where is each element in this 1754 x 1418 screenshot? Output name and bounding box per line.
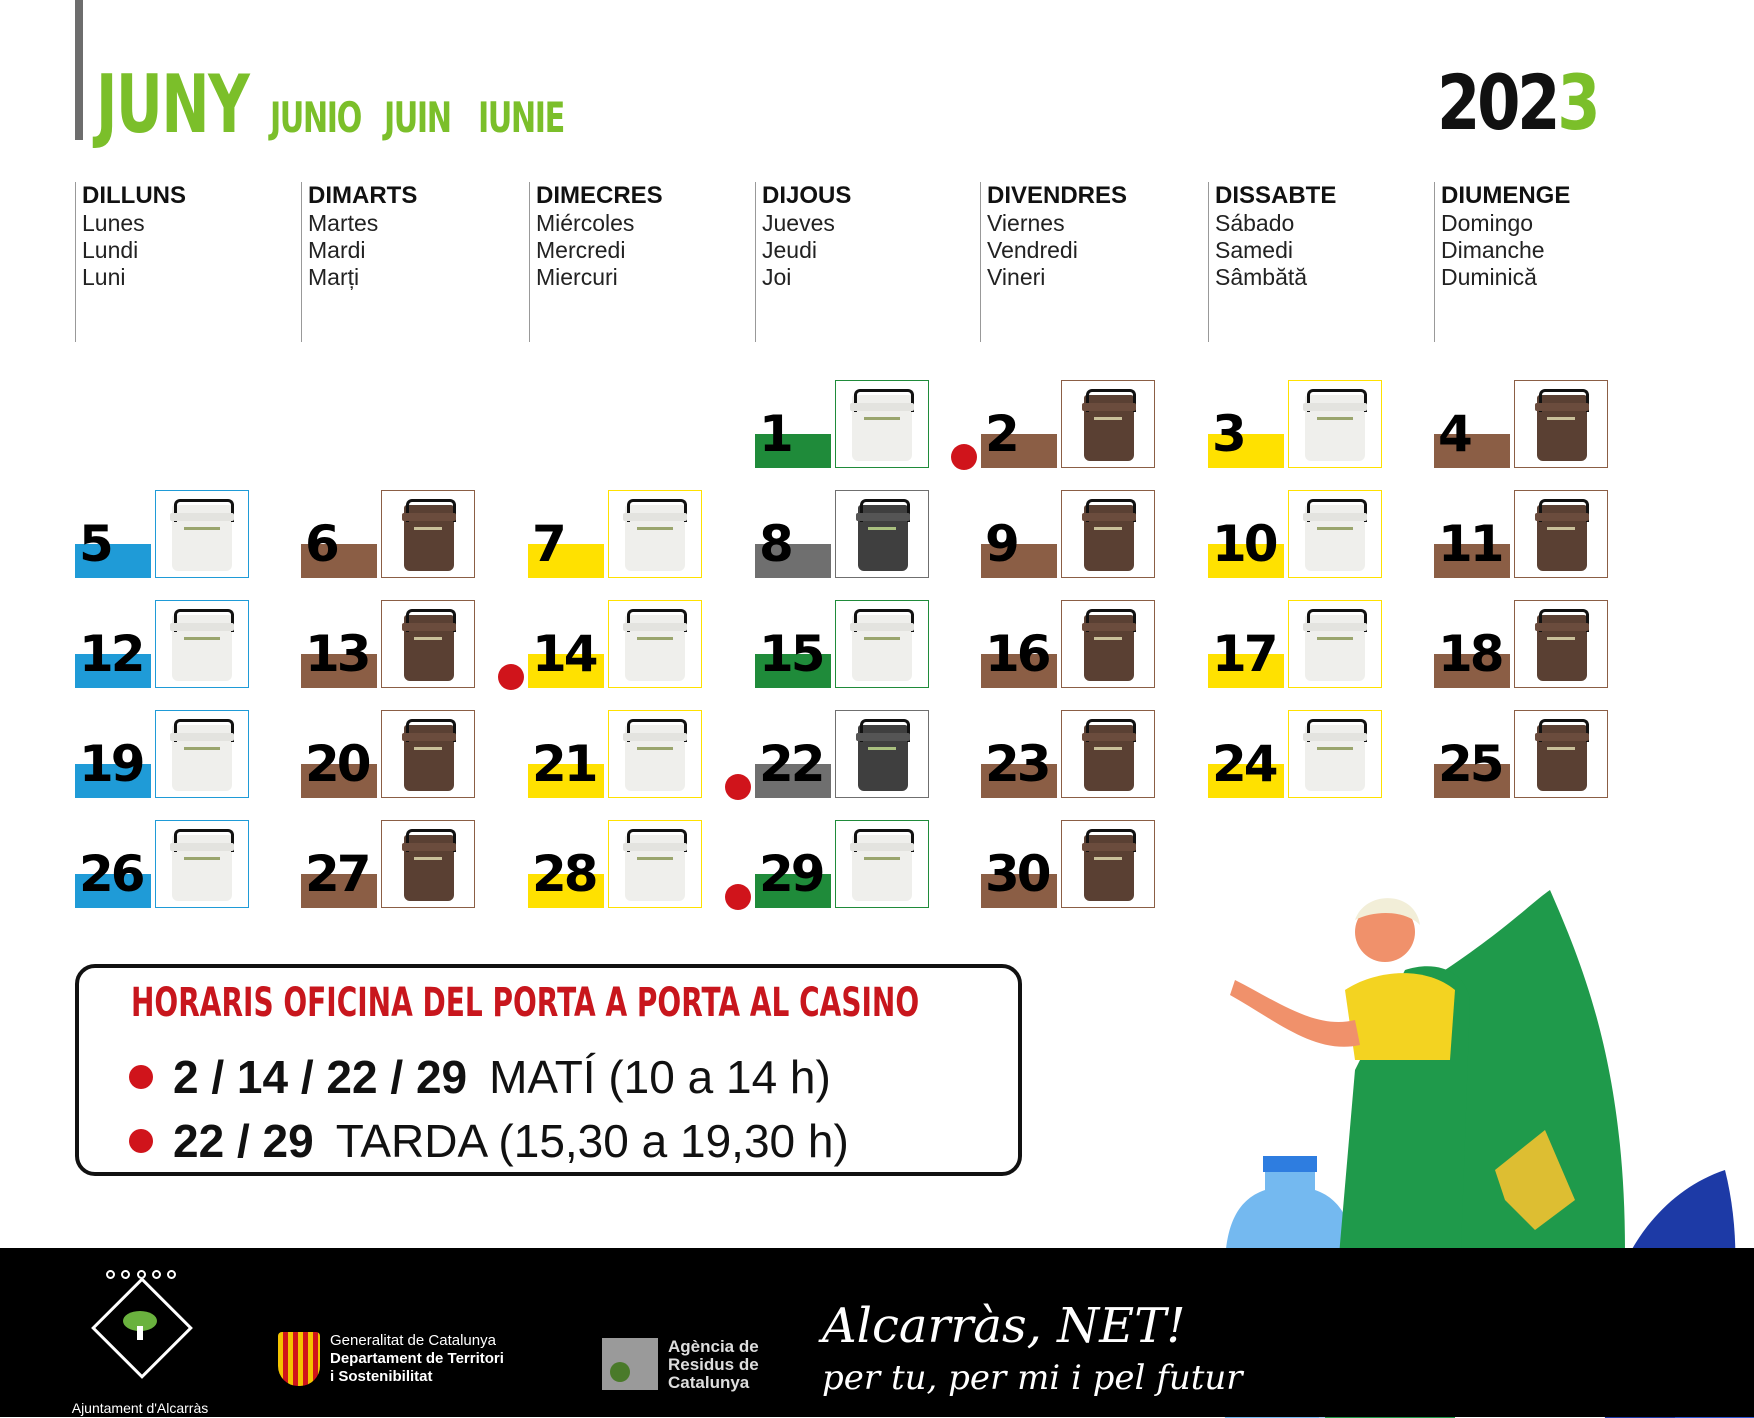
weekday-name-ro: Sâmbătă — [1215, 264, 1308, 290]
year-prefix: 202 — [1437, 58, 1558, 147]
slogan-sub: per tu, per mi i pel futur — [822, 1358, 1243, 1398]
weekday-name-ca: DIMECRES — [536, 182, 663, 209]
calendar-day — [755, 600, 920, 688]
weekday-name-es: Sábado — [1215, 210, 1295, 236]
slogan-main: Alcarràs, NET! — [822, 1298, 1186, 1354]
arc-line3: Catalunya — [668, 1373, 750, 1392]
day-number: 26 — [79, 845, 143, 903]
calendar-day — [528, 600, 693, 688]
day-number: 12 — [79, 625, 143, 683]
weekday-name-es: Lunes — [82, 210, 145, 236]
calendar-day — [301, 600, 466, 688]
calendar-day — [528, 710, 693, 798]
day-number: 8 — [759, 515, 791, 573]
generalitat-line3: i Sostenibilitat — [330, 1368, 433, 1385]
day-number: 1 — [759, 405, 791, 463]
calendar-day — [528, 490, 693, 578]
weekday-name-ro: Marți — [308, 264, 360, 290]
calendar-day — [75, 710, 240, 798]
arc-line2: Residus de — [668, 1355, 759, 1374]
weekday-name-ro: Joi — [762, 264, 792, 290]
day-number: 20 — [305, 735, 369, 793]
tree-icon — [122, 1310, 158, 1340]
day-number: 29 — [759, 845, 823, 903]
day-number: 24 — [1212, 735, 1276, 793]
ajuntament-name: Ajuntament d'Alcarràs — [71, 1400, 209, 1416]
weekday-name-fr: Mercredi — [536, 237, 626, 263]
agencia-residus-logo — [602, 1338, 759, 1392]
day-number: 15 — [759, 625, 823, 683]
afternoon-time: TARDA (15,30 a 19,30 h) — [335, 1115, 849, 1167]
day-number: 14 — [532, 625, 596, 683]
office-hours-title: HORARIS OFICINA DEL PORTA A PORTA AL CASINO — [131, 980, 920, 1026]
month-ro: IUNIE — [478, 93, 564, 142]
weekday-name-fr: Lundi — [82, 237, 139, 263]
weekday-name-ro: Duminică — [1441, 264, 1537, 290]
slogan — [822, 1298, 1243, 1398]
day-number: 22 — [759, 735, 823, 793]
calendar-day — [1434, 600, 1599, 688]
calendar-day — [755, 490, 920, 578]
weekday-header — [301, 182, 417, 342]
weekday-name-ca: DIVENDRES — [987, 182, 1128, 209]
weekday-header — [980, 182, 1127, 342]
worker-arm — [1230, 980, 1360, 1047]
day-number: 3 — [1212, 405, 1244, 463]
morning-time: MATÍ (10 a 14 h) — [489, 1051, 831, 1103]
office-hours-morning — [129, 1050, 831, 1104]
calendar-day — [1208, 600, 1373, 688]
calendar-day — [755, 710, 920, 798]
calendar-day — [755, 380, 920, 468]
arc-r-icon — [602, 1338, 658, 1390]
calendar-day — [75, 490, 240, 578]
calendar-day — [301, 820, 466, 908]
weekday-header — [755, 182, 851, 342]
day-number: 16 — [985, 625, 1049, 683]
day-number: 11 — [1438, 515, 1502, 573]
calendar-day — [1434, 710, 1599, 798]
month-title: JUNY — [96, 58, 249, 151]
calendar-day — [1208, 490, 1373, 578]
red-dot-marker — [129, 1129, 153, 1153]
day-number: 19 — [79, 735, 143, 793]
calendar-day — [1434, 490, 1599, 578]
weekday-name-fr: Mardi — [308, 237, 366, 263]
office-day-dot — [725, 774, 751, 800]
calendar-day — [301, 490, 466, 578]
weekday-name-ca: DIUMENGE — [1441, 182, 1571, 209]
day-number: 18 — [1438, 625, 1502, 683]
day-number: 6 — [305, 515, 337, 573]
weekday-header — [75, 182, 186, 342]
day-number: 21 — [532, 735, 596, 793]
bottle-cap — [1263, 1156, 1317, 1172]
day-number: 23 — [985, 735, 1049, 793]
generalitat-logo — [278, 1332, 504, 1386]
weekday-name-es: Miércoles — [536, 210, 635, 236]
weekday-name-ro: Miercuri — [536, 264, 618, 290]
generalitat-line2: Departament de Territori — [330, 1350, 504, 1367]
weekday-name-es: Martes — [308, 210, 379, 236]
calendar-day — [1208, 710, 1373, 798]
calendar-day — [981, 710, 1146, 798]
weekday-name-ca: DISSABTE — [1215, 182, 1337, 209]
day-number: 9 — [985, 515, 1017, 573]
office-hours-afternoon — [129, 1114, 849, 1168]
weekday-name-ca: DIJOUS — [762, 182, 852, 209]
month-es: JUNIO — [270, 93, 361, 142]
office-day-dot — [498, 664, 524, 690]
office-hours-box — [75, 964, 1022, 1176]
weekday-header — [1434, 182, 1570, 342]
weekday-name-ca: DILLUNS — [82, 182, 186, 209]
weekday-header — [1208, 182, 1336, 342]
office-day-dot — [725, 884, 751, 910]
day-number: 27 — [305, 845, 369, 903]
day-number: 28 — [532, 845, 596, 903]
ajuntament-logo — [70, 1270, 210, 1416]
day-number: 17 — [1212, 625, 1276, 683]
day-number: 5 — [79, 515, 111, 573]
calendar-day — [981, 490, 1146, 578]
footer-bar — [0, 1248, 1754, 1417]
weekday-name-fr: Dimanche — [1441, 237, 1545, 263]
calendar-day — [75, 820, 240, 908]
weekday-name-ca: DIMARTS — [308, 182, 418, 209]
calendar-day — [981, 380, 1146, 468]
day-number: 25 — [1438, 735, 1502, 793]
month-fr: JUIN — [384, 93, 451, 142]
weekday-name-fr: Vendredi — [987, 237, 1078, 263]
weekday-name-ro: Luni — [82, 264, 126, 290]
office-day-dot — [951, 444, 977, 470]
calendar-day — [981, 820, 1146, 908]
weekday-name-fr: Jeudi — [762, 237, 817, 263]
weekday-header — [529, 182, 663, 342]
afternoon-dates: 22 / 29 — [173, 1115, 314, 1167]
page-title — [96, 58, 578, 151]
day-number: 7 — [532, 515, 564, 573]
calendar-day — [1208, 380, 1373, 468]
calendar-day — [528, 820, 693, 908]
arc-line1: Agència de — [668, 1337, 759, 1356]
calendar-day — [981, 600, 1146, 688]
weekday-name-es: Viernes — [987, 210, 1065, 236]
calendar-day — [301, 710, 466, 798]
red-dot-marker — [129, 1065, 153, 1089]
worker-shirt — [1345, 973, 1455, 1060]
weekday-name-fr: Samedi — [1215, 237, 1293, 263]
weekday-name-ro: Vineri — [987, 264, 1046, 290]
morning-dates: 2 / 14 / 22 / 29 — [173, 1051, 468, 1103]
calendar-day — [1434, 380, 1599, 468]
title-accent-bar — [75, 0, 83, 140]
weekday-name-es: Domingo — [1441, 210, 1534, 236]
generalitat-line1: Generalitat de Catalunya — [330, 1332, 496, 1349]
year-last-digit: 3 — [1557, 58, 1598, 147]
weekday-name-es: Jueves — [762, 210, 835, 236]
day-number: 10 — [1212, 515, 1276, 573]
day-number: 30 — [985, 845, 1049, 903]
day-number: 2 — [985, 405, 1017, 463]
year — [1437, 58, 1597, 147]
senyera-shield-icon — [278, 1332, 320, 1386]
day-number: 4 — [1438, 405, 1470, 463]
calendar-day — [75, 600, 240, 688]
day-number: 13 — [305, 625, 369, 683]
calendar-day — [755, 820, 920, 908]
